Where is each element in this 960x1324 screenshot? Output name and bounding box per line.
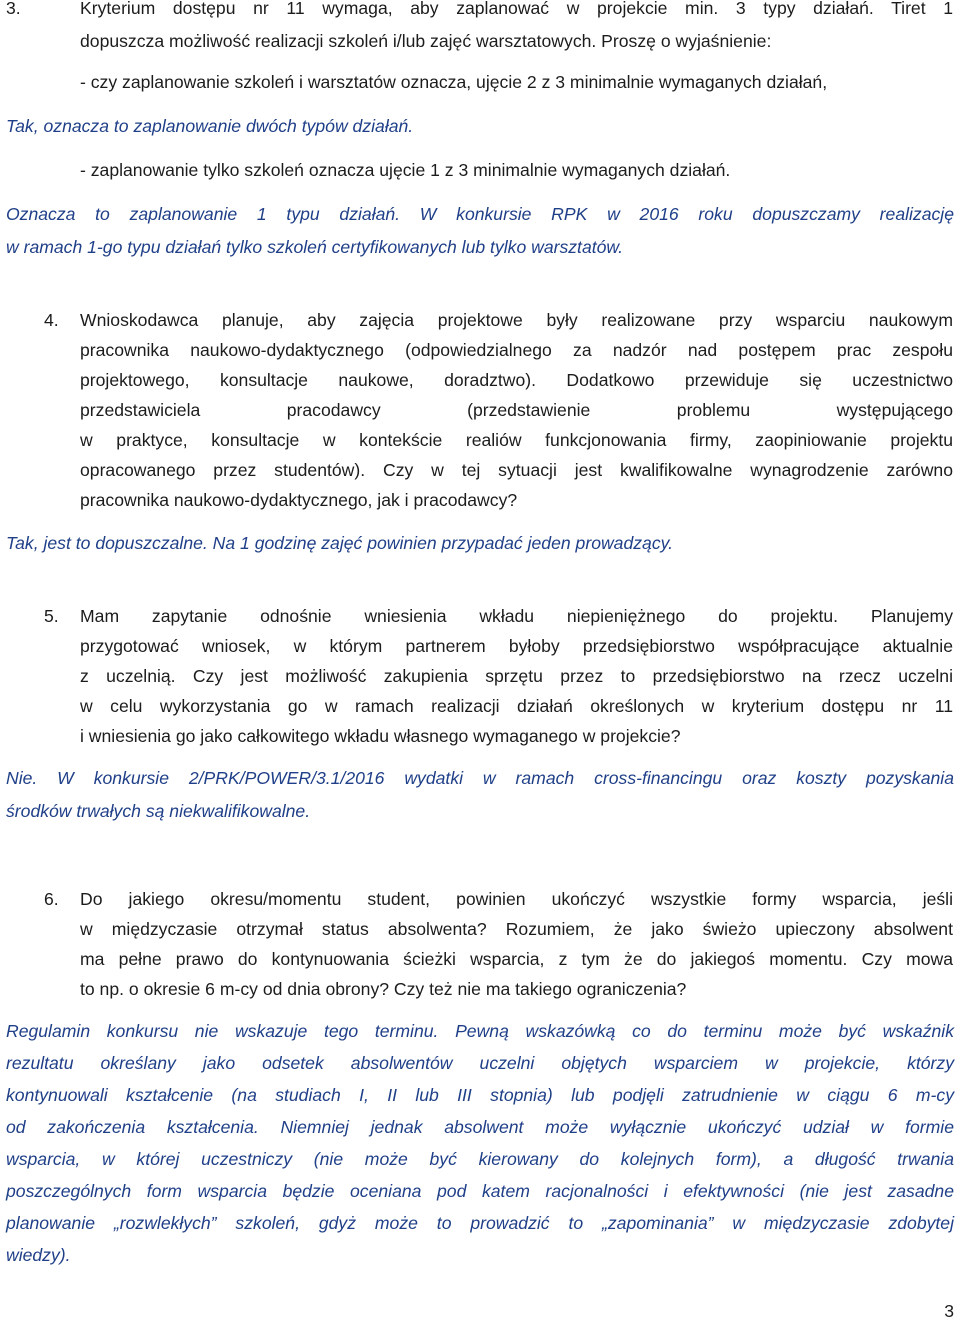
q6-answer-line-5: wsparcia, w której uczestniczy (nie może być kierowany do kolejnych form), a długość trwania (6, 1149, 954, 1169)
q5-text-line-3: z uczelnią. Czy jest możliwość zakupienia sprzętu przez to przedsiębiorstwo na rzecz uczelni (80, 666, 953, 686)
q5-answer-line-1: Nie. W konkursie 2/PRK/POWER/3.1/2016 wydatki w ramach cross-financingu oraz koszty pozyskania (6, 768, 954, 788)
q4-text-line-2: pracownika naukowo-dydaktycznego (odpowiedzialnego za nadzór nad postępem prac zespołu (80, 340, 953, 360)
q3-answer-2-line-1: Oznacza to zaplanowanie 1 typu działań. W konkursie RPK w 2016 roku dopuszczamy realizację (6, 204, 954, 224)
q5-text-line-4: w celu wykorzystania go w ramach realizacji działań określonych w kryterium dostępu nr 11 (80, 696, 953, 716)
q5-text-line-5: i wniesienia go jako całkowitego wkładu własnego wymaganego w projekcie? (80, 726, 681, 746)
q6-text-line-3: ma pełne prawo do kontynuowania ścieżki wsparcia, z tym że do jakiegoś momentu. Czy mowa (80, 949, 953, 969)
q5-answer-line-2: środków trwałych są niekwalifikowalne. (6, 801, 311, 821)
q6-text-line-1: Do jakiego okresu/momentu student, powinien ukończyć wszystkie formy wsparcia, jeśli (80, 889, 953, 909)
q6-answer-line-7: planowanie „rozwlekłych” szkoleń, gdyż może to prowadzić to „zapominania” w międzyczasie zdobytej (6, 1213, 954, 1233)
q3-subquestion-1: - czy zaplanowanie szkoleń i warsztatów oznacza, ujęcie 2 z 3 minimalnie wymaganych działań, (80, 72, 828, 92)
q6-text-line-4: to np. o okresie 6 m-cy od dnia obrony? Czy też nie ma takiego ograniczenia? (80, 979, 687, 999)
q6-answer-line-6: poszczególnych form wsparcia będzie oceniana pod katem racjonalności i efektywności (nie jest zasadne (6, 1181, 954, 1201)
q4-text-line-7: pracownika naukowo-dydaktycznego, jak i pracodawcy? (80, 490, 518, 510)
q3-subquestion-2: - zaplanowanie tylko szkoleń oznacza ujęcie 1 z 3 minimalnie wymaganych działań. (80, 160, 731, 180)
q5-text-line-2: przygotować wniosek, w którym partnerem byłoby przedsiębiorstwo współpracujące aktualnie (80, 636, 953, 656)
page-number: 3 (944, 1301, 954, 1321)
q6-answer-line-3: kontynuowali kształcenie (na studiach I, II lub III stopnia) lub podjęli zatrudnienie w ciągu 6 m-cy (6, 1085, 954, 1105)
q5-number: 5. (44, 606, 59, 626)
q6-text-line-2: w międzyczasie otrzymał status absolwenta? Rozumiem, że jako świeżo upieczony absolwent (80, 919, 953, 939)
q3-answer-1: Tak, oznacza to zaplanowanie dwóch typów działań. (6, 116, 414, 136)
q6-answer-line-1: Regulamin konkursu nie wskazuje tego terminu. Pewną wskazówką co do terminu może być wskaźnik (6, 1021, 954, 1041)
q3-answer-2-line-2: w ramach 1-go typu działań tylko szkoleń certyfikowanych lub tylko warsztatów. (6, 237, 624, 257)
q4-text-line-5: w praktyce, konsultacje w kontekście realiów funkcjonowania firmy, zaopiniowanie projektu (80, 430, 953, 450)
q5-text-line-1: Mam zapytanie odnośnie wniesienia wkładu niepieniężnego do projektu. Planujemy (80, 606, 953, 626)
q4-text-line-1: Wnioskodawca planuje, aby zajęcia projektowe były realizowane przy wsparciu naukowym (80, 310, 953, 330)
q6-answer-line-2: rezultatu określany jako odsetek absolwentów uczelni objętych wsparciem w projekcie, którzy (6, 1053, 954, 1073)
q4-text-line-6: opracowanego przez studentów). Czy w tej sytuacji jest kwalifikowalne wynagrodzenie zarówno (80, 460, 953, 480)
q4-answer: Tak, jest to dopuszczalne. Na 1 godzinę zajęć powinien przypadać jeden prowadzący. (6, 533, 674, 553)
q4-number: 4. (44, 310, 59, 330)
q6-answer-line-8: wiedzy). (6, 1245, 71, 1265)
q4-text-line-4: przedstawiciela pracodawcy (przedstawienie problemu występującego (80, 400, 953, 420)
q4-text-line-3: projektowego, konsultacje naukowe, doradztwo). Dodatkowo przewiduje się uczestnictwo (80, 370, 953, 390)
q3-number: 3. (6, 0, 21, 18)
q3-text-line-2: dopuszcza możliwość realizacji szkoleń i/lub zajęć warsztatowych. Proszę o wyjaśnienie: (80, 31, 772, 51)
q6-answer-line-4: od zakończenia kształcenia. Niemniej jednak absolwent może wyłącznie ukończyć udział w formie (6, 1117, 954, 1137)
q3-text-line-1: Kryterium dostępu nr 11 wymaga, aby zaplanować w projekcie min. 3 typy działań. Tiret 1 (80, 0, 953, 18)
q6-number: 6. (44, 889, 59, 909)
